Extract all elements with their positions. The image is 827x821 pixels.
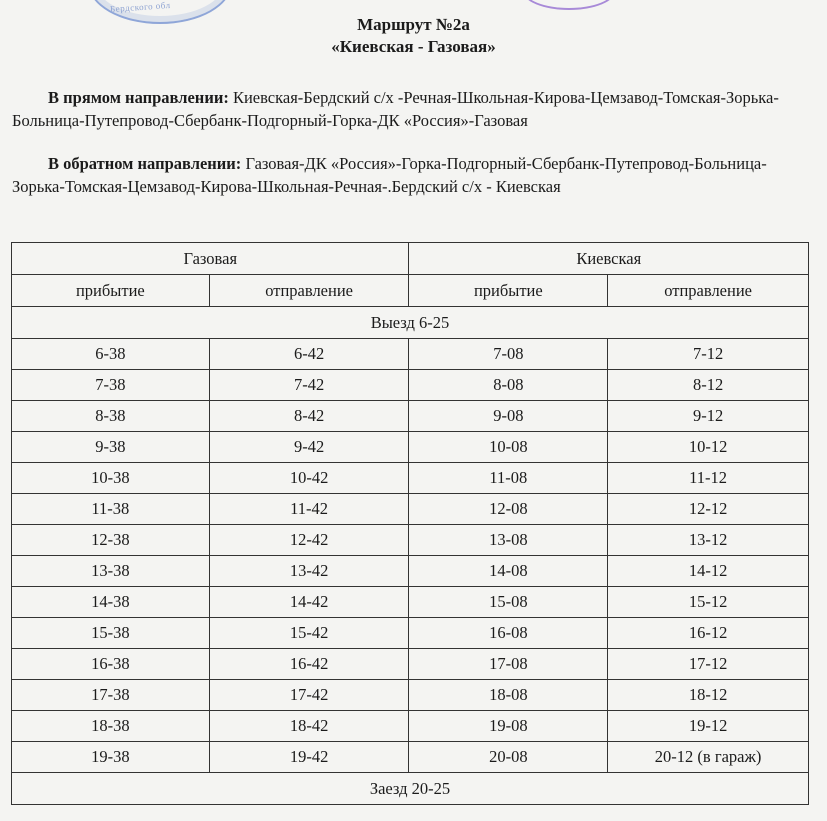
kievskaya-arrival-cell: 19-08 [409,711,608,742]
gazovaya-arrival-cell: 6-38 [12,339,210,370]
backward-label: В обратном направлении: [48,154,242,173]
kievskaya-arrival-cell: 17-08 [409,649,608,680]
kievskaya-departure-cell: 12-12 [608,494,809,525]
end-note: Заезд 20-25 [12,773,809,805]
gazovaya-arrival-cell: 10-38 [12,463,210,494]
kievskaya-departure-cell: 8-12 [608,370,809,401]
kievskaya-departure-cell: 11-12 [608,463,809,494]
route-name: «Киевская - Газовая» [331,37,496,56]
table-row [12,525,809,556]
table-row [12,339,809,370]
header-departure: отправление [608,275,809,307]
gazovaya-arrival-cell: 11-38 [12,494,210,525]
gazovaya-arrival-cell: 18-38 [12,711,210,742]
kievskaya-arrival-cell: 12-08 [409,494,608,525]
gazovaya-departure-cell: 17-42 [209,680,409,711]
backward-stops: Газовая-ДК «Россия»-Горка-Подгорный-Сбербанк-Путепровод-Больница-Зорька-Томская-Цемзавод-Кирова-Школьная-Речная-.Бердский с/х - Киевская [12,154,767,196]
gazovaya-arrival-cell: 15-38 [12,618,210,649]
kievskaya-arrival-cell: 11-08 [409,463,608,494]
kievskaya-departure-cell: 20-12 (в гараж) [608,742,809,773]
kievskaya-arrival-cell: 15-08 [409,587,608,618]
table-row [12,680,809,711]
gazovaya-departure-cell: 11-42 [209,494,409,525]
kievskaya-departure-cell: 7-12 [608,339,809,370]
gazovaya-departure-cell: 12-42 [209,525,409,556]
gazovaya-arrival-cell: 13-38 [12,556,210,587]
gazovaya-arrival-cell: 17-38 [12,680,210,711]
start-note: Выезд 6-25 [12,307,809,339]
gazovaya-departure-cell: 9-42 [209,432,409,463]
header-departure: отправление [209,275,409,307]
page-title [0,14,827,58]
table-row [12,649,809,680]
stamp-right [522,0,616,10]
table-row [12,587,809,618]
gazovaya-departure-cell: 15-42 [209,618,409,649]
header-arrival: прибытие [12,275,210,307]
table-row [12,432,809,463]
table-row [12,370,809,401]
gazovaya-arrival-cell: 16-38 [12,649,210,680]
kievskaya-arrival-cell: 8-08 [409,370,608,401]
kievskaya-departure-cell: 16-12 [608,618,809,649]
gazovaya-departure-cell: 8-42 [209,401,409,432]
kievskaya-arrival-cell: 16-08 [409,618,608,649]
forward-label: В прямом направлении: [48,88,229,107]
kievskaya-arrival-cell: 9-08 [409,401,608,432]
table-row [12,742,809,773]
route-number: Маршрут №2а [357,15,470,34]
gazovaya-departure-cell: 6-42 [209,339,409,370]
stamp-text: Бердского обл [109,0,171,15]
table-row [12,711,809,742]
kievskaya-departure-cell: 19-12 [608,711,809,742]
table-row [12,494,809,525]
kievskaya-departure-cell: 9-12 [608,401,809,432]
table-row [12,618,809,649]
gazovaya-arrival-cell: 8-38 [12,401,210,432]
forward-stops: Киевская-Бердский с/х -Речная-Школьная-Кирова-Цемзавод-Томская-Зорька-Больница-Путепровод-Сбербанк-Подгорный-Горка-ДК «Россия»-Газовая [12,88,779,130]
kievskaya-arrival-cell: 7-08 [409,339,608,370]
kievskaya-departure-cell: 15-12 [608,587,809,618]
table-row [12,463,809,494]
gazovaya-departure-cell: 14-42 [209,587,409,618]
gazovaya-arrival-cell: 19-38 [12,742,210,773]
backward-direction [12,152,817,198]
kievskaya-departure-cell: 14-12 [608,556,809,587]
gazovaya-departure-cell: 13-42 [209,556,409,587]
kievskaya-departure-cell: 10-12 [608,432,809,463]
table-row [12,401,809,432]
kievskaya-departure-cell: 13-12 [608,525,809,556]
kievskaya-arrival-cell: 13-08 [409,525,608,556]
gazovaya-departure-cell: 19-42 [209,742,409,773]
kievskaya-arrival-cell: 18-08 [409,680,608,711]
gazovaya-arrival-cell: 14-38 [12,587,210,618]
schedule-table [11,242,809,805]
gazovaya-departure-cell: 16-42 [209,649,409,680]
gazovaya-departure-cell: 7-42 [209,370,409,401]
gazovaya-departure-cell: 10-42 [209,463,409,494]
gazovaya-arrival-cell: 12-38 [12,525,210,556]
gazovaya-arrival-cell: 7-38 [12,370,210,401]
header-stop-kievskaya: Киевская [409,243,809,275]
kievskaya-departure-cell: 17-12 [608,649,809,680]
kievskaya-arrival-cell: 20-08 [409,742,608,773]
gazovaya-arrival-cell: 9-38 [12,432,210,463]
gazovaya-departure-cell: 18-42 [209,711,409,742]
forward-direction [12,86,817,132]
kievskaya-departure-cell: 18-12 [608,680,809,711]
kievskaya-arrival-cell: 10-08 [409,432,608,463]
table-row [12,556,809,587]
header-arrival: прибытие [409,275,608,307]
kievskaya-arrival-cell: 14-08 [409,556,608,587]
header-stop-gazovaya: Газовая [12,243,409,275]
